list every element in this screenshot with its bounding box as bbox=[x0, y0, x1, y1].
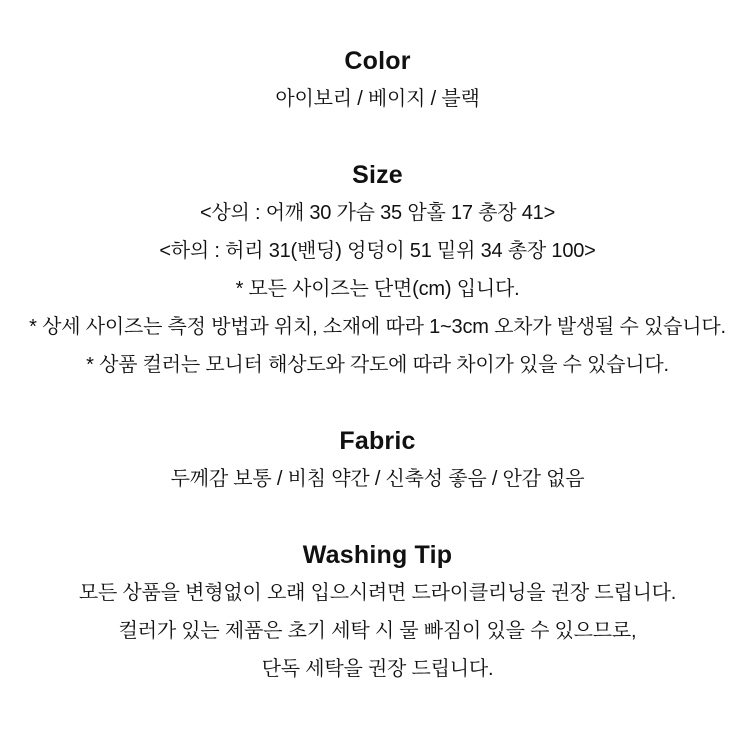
section-washing-tip bbox=[0, 536, 755, 688]
washing-tip-heading: Washing Tip bbox=[302, 541, 453, 569]
fabric-spec-text: 두께감 보통 / 비침 약간 / 신축성 좋음 / 안감 없음 bbox=[170, 468, 585, 490]
size-bottom-spec: <하의 : 허리 31(밴딩) 엉덩이 51 밑위 34 총장 100> bbox=[159, 240, 596, 262]
color-options-text: 아이보리 / 베이지 / 블랙 bbox=[275, 88, 480, 110]
fabric-heading: Fabric bbox=[339, 427, 416, 455]
section-size bbox=[0, 156, 755, 384]
size-note-3: * 상품 컬러는 모니터 해상도와 각도에 따라 차이가 있을 수 있습니다. bbox=[86, 354, 669, 376]
washing-note-1: 모든 상품을 변형없이 오래 입으시려면 드라이클리닝을 권장 드립니다. bbox=[78, 582, 677, 604]
section-color bbox=[0, 42, 755, 118]
size-top-spec: <상의 : 어깨 30 가슴 35 암홀 17 총장 41> bbox=[199, 202, 556, 224]
color-heading: Color bbox=[344, 47, 411, 75]
size-heading: Size bbox=[352, 161, 403, 189]
washing-note-2: 컬러가 있는 제품은 초기 세탁 시 물 빠짐이 있을 수 있으므로, bbox=[118, 620, 637, 642]
size-note-2: * 상세 사이즈는 측정 방법과 위치, 소재에 따라 1~3cm 오차가 발생될 수 있습니다. bbox=[29, 316, 726, 338]
washing-note-3: 단독 세탁을 권장 드립니다. bbox=[261, 658, 494, 680]
section-fabric bbox=[0, 422, 755, 498]
size-note-1: * 모든 사이즈는 단면(cm) 입니다. bbox=[235, 278, 520, 300]
